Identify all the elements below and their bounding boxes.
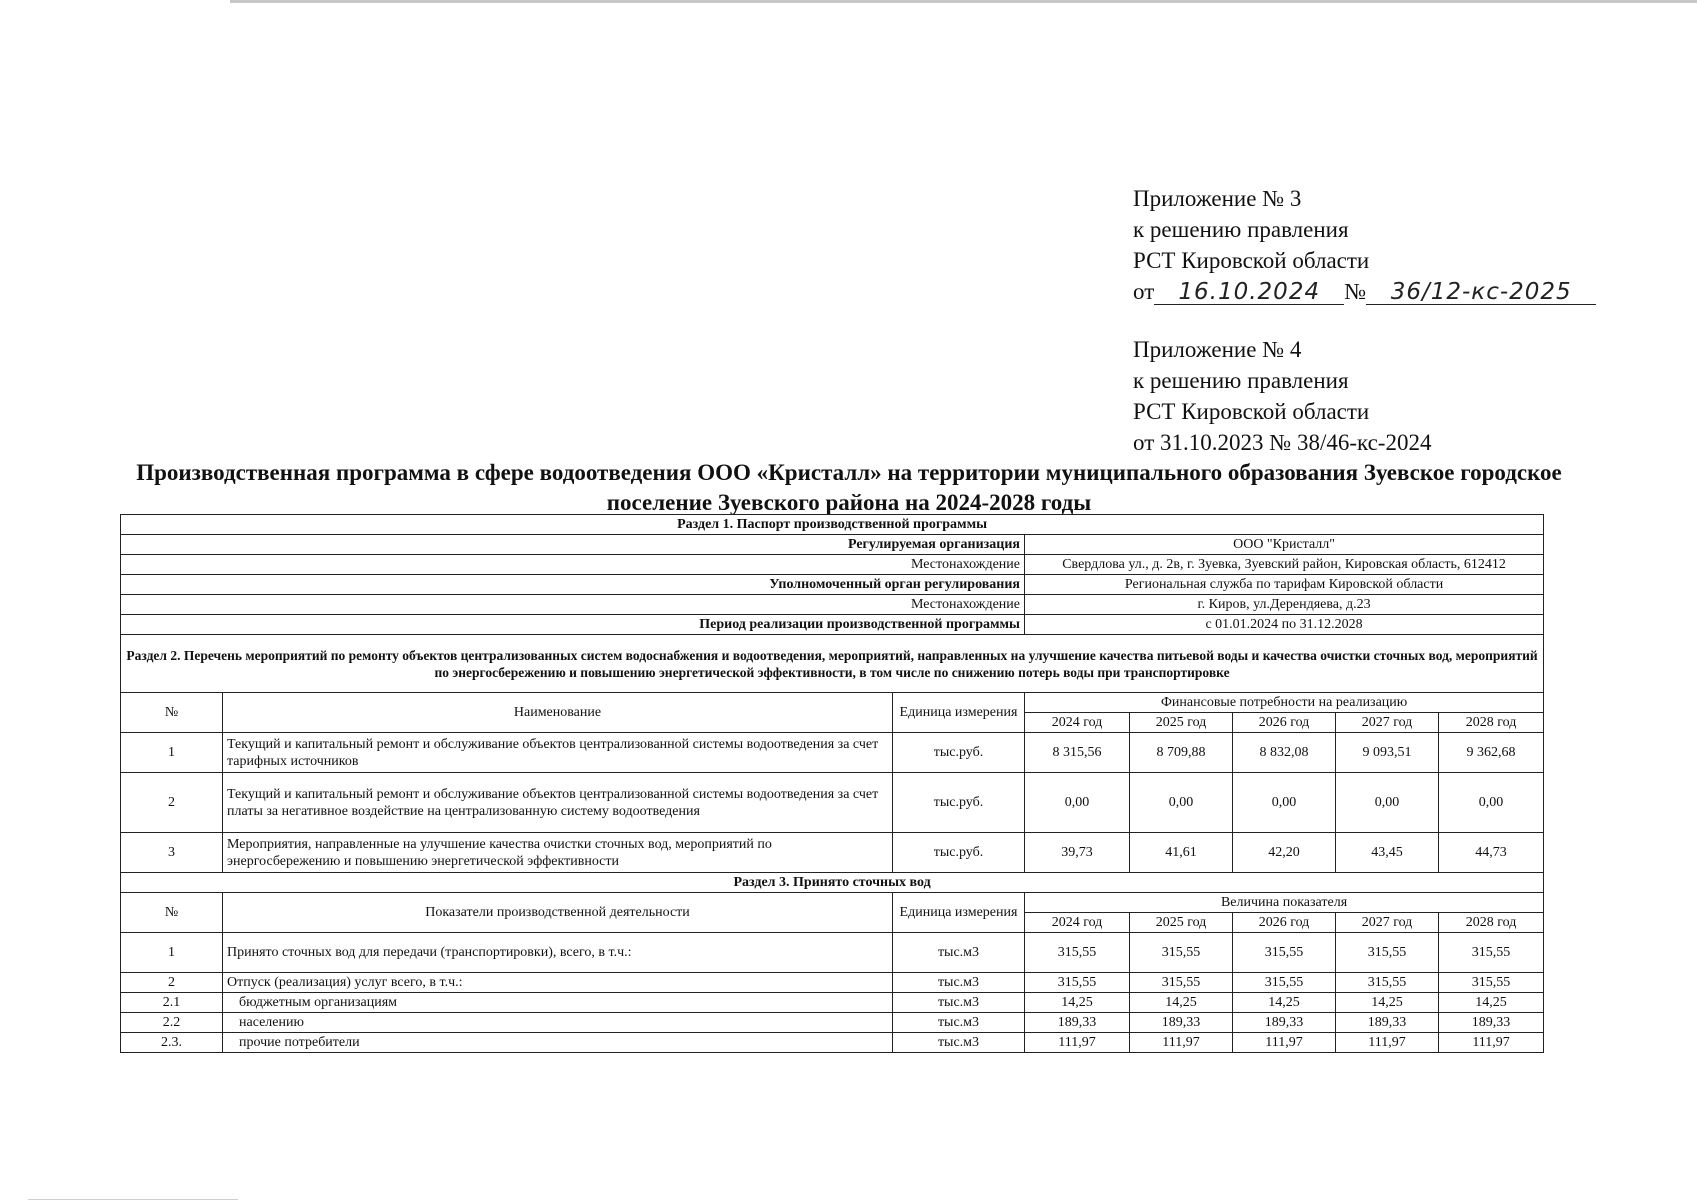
row-value: 42,20	[1233, 833, 1336, 873]
section3-title: Раздел 3. Принято сточных вод	[121, 873, 1544, 893]
row-unit: тыс.м3	[893, 993, 1025, 1013]
row-value: 14,25	[1025, 993, 1130, 1013]
section1-title: Раздел 1. Паспорт производственной программы	[121, 515, 1544, 535]
row-value: 41,61	[1130, 833, 1233, 873]
row-value: 315,55	[1130, 973, 1233, 993]
row-name: Отпуск (реализация) услуг всего, в т.ч.:	[223, 973, 893, 993]
passport-value: с 01.01.2024 по 31.12.2028	[1025, 615, 1544, 635]
passport-value: ООО "Кристалл"	[1025, 535, 1544, 555]
row-value: 315,55	[1439, 933, 1544, 973]
handwritten-number: 36/12-кс-2025	[1366, 280, 1596, 305]
section1-row	[121, 575, 1544, 595]
row-number: 2	[121, 973, 223, 993]
row-value: 0,00	[1233, 773, 1336, 833]
row-value: 315,55	[1130, 933, 1233, 973]
row-value: 315,55	[1336, 973, 1439, 993]
row-value: 111,97	[1025, 1033, 1130, 1053]
row-unit: тыс.м3	[893, 1013, 1025, 1033]
row-number: 2.2	[121, 1013, 223, 1033]
table-row	[121, 973, 1544, 993]
section1-row	[121, 555, 1544, 575]
column-unit: Единица измерения	[893, 893, 1025, 933]
appendix-4-line4: от 31.10.2023 № 38/46-кс-2024	[1133, 430, 1432, 455]
year-header: 2026 год	[1233, 913, 1336, 933]
row-unit: тыс.руб.	[893, 733, 1025, 773]
appendix-4-block	[1133, 334, 1431, 458]
row-value: 8 832,08	[1233, 733, 1336, 773]
row-value: 0,00	[1439, 773, 1544, 833]
row-value: 315,55	[1233, 973, 1336, 993]
row-value: 39,73	[1025, 833, 1130, 873]
passport-value: Свердлова ул., д. 2в, г. Зуевка, Зуевский район, Кировская область, 612412	[1025, 555, 1544, 575]
table-row	[121, 933, 1544, 973]
row-value: 0,00	[1336, 773, 1439, 833]
row-value: 8 709,88	[1130, 733, 1233, 773]
appendix-3-line2: к решению правления	[1133, 217, 1349, 242]
row-value: 189,33	[1439, 1013, 1544, 1033]
row-name: Текущий и капитальный ремонт и обслуживание объектов централизованной системы водоотведения за счет тарифных источников	[223, 733, 893, 773]
row-value: 0,00	[1130, 773, 1233, 833]
row-unit: тыс.м3	[893, 1033, 1025, 1053]
passport-label: Местонахождение	[121, 555, 1025, 575]
table-row	[121, 1033, 1544, 1053]
section1-header-row	[121, 515, 1544, 535]
number-prefix: №	[1344, 279, 1367, 304]
row-value: 14,25	[1336, 993, 1439, 1013]
appendix-3-date-line	[1133, 276, 1596, 307]
year-header: 2028 год	[1439, 913, 1544, 933]
production-program-table	[120, 514, 1544, 1053]
section2-title: Раздел 2. Перечень мероприятий по ремонту объектов централизованных систем водоснабжения и водоотведения, мероприятий, направленных на улучшение качества питьевой воды и качества очистки сточных вод, мероприятий по энергосбережению и повышению энергетической эффективности, в том числе по снижению потерь воды при транспортировке	[121, 635, 1544, 693]
year-header: 2024 год	[1025, 913, 1130, 933]
row-value: 315,55	[1025, 933, 1130, 973]
year-header: 2027 год	[1336, 913, 1439, 933]
year-header: 2025 год	[1130, 913, 1233, 933]
passport-value: Региональная служба по тарифам Кировской области	[1025, 575, 1544, 595]
row-name: Текущий и капитальный ремонт и обслуживание объектов централизованной системы водоотведения за счет платы за негативное воздействие на централизованную систему водоотведения	[223, 773, 893, 833]
section1-row	[121, 595, 1544, 615]
row-value: 8 315,56	[1025, 733, 1130, 773]
year-header: 2026 год	[1233, 713, 1336, 733]
row-value: 315,55	[1439, 973, 1544, 993]
date-prefix: от	[1133, 279, 1155, 304]
passport-label: Местонахождение	[121, 595, 1025, 615]
table-row	[121, 1013, 1544, 1033]
row-number: 1	[121, 733, 223, 773]
column-name: Наименование	[223, 693, 893, 733]
document-title: Производственная программа в сфере водоотведения ООО «Кристалл» на территории муниципального образования Зуевское городское поселение Зуевского района на 2024-2028 годы	[136, 460, 1562, 515]
column-unit: Единица измерения	[893, 693, 1025, 733]
row-number: 1	[121, 933, 223, 973]
year-header: 2025 год	[1130, 713, 1233, 733]
year-header: 2024 год	[1025, 713, 1130, 733]
column-name: Показатели производственной деятельности	[223, 893, 893, 933]
year-header: 2028 год	[1439, 713, 1544, 733]
row-value: 189,33	[1336, 1013, 1439, 1033]
row-value: 14,25	[1233, 993, 1336, 1013]
column-number: №	[121, 893, 223, 933]
appendix-3-block	[1133, 183, 1596, 307]
row-number: 2.1	[121, 993, 223, 1013]
section3-header-row	[121, 873, 1544, 893]
year-header: 2027 год	[1336, 713, 1439, 733]
appendix-3-title: Приложение № 3	[1133, 186, 1302, 211]
row-value: 43,45	[1336, 833, 1439, 873]
row-value: 189,33	[1025, 1013, 1130, 1033]
appendix-3-line3: РСТ Кировской области	[1133, 248, 1370, 273]
handwritten-date: 16.10.2024	[1154, 280, 1344, 305]
row-value: 189,33	[1130, 1013, 1233, 1033]
row-unit: тыс.м3	[893, 973, 1025, 993]
row-value: 9 093,51	[1336, 733, 1439, 773]
table-row	[121, 733, 1544, 773]
table-row	[121, 833, 1544, 873]
row-number: 3	[121, 833, 223, 873]
row-value: 315,55	[1233, 933, 1336, 973]
row-name: населению	[223, 1013, 893, 1033]
appendix-4-line2: к решению правления	[1133, 368, 1349, 393]
row-value: 14,25	[1439, 993, 1544, 1013]
column-group-indicator: Величина показателя	[1025, 893, 1544, 913]
appendix-4-line3: РСТ Кировской области	[1133, 399, 1370, 424]
row-name: бюджетным организациям	[223, 993, 893, 1013]
passport-label: Регулируемая организация	[121, 535, 1025, 555]
section2-column-header-row	[121, 693, 1544, 713]
row-value: 14,25	[1130, 993, 1233, 1013]
row-value: 9 362,68	[1439, 733, 1544, 773]
table-row	[121, 773, 1544, 833]
row-number: 2	[121, 773, 223, 833]
section1-row	[121, 615, 1544, 635]
row-name: Мероприятия, направленные на улучшение качества очистки сточных вод, мероприятий по энергосбережению и повышению энергетической эффективности	[223, 833, 893, 873]
row-name: Принято сточных вод для передачи (транспортировки), всего, в т.ч.:	[223, 933, 893, 973]
row-unit: тыс.м3	[893, 933, 1025, 973]
row-number: 2.3.	[121, 1033, 223, 1053]
row-value: 0,00	[1025, 773, 1130, 833]
row-value: 111,97	[1130, 1033, 1233, 1053]
row-value: 315,55	[1025, 973, 1130, 993]
table-row	[121, 993, 1544, 1013]
row-value: 44,73	[1439, 833, 1544, 873]
row-value: 111,97	[1233, 1033, 1336, 1053]
passport-label: Период реализации производственной программы	[121, 615, 1025, 635]
section3-column-header-row	[121, 893, 1544, 913]
scan-edge-top	[230, 0, 1697, 3]
section2-header-row	[121, 635, 1544, 693]
row-value: 111,97	[1439, 1033, 1544, 1053]
row-unit: тыс.руб.	[893, 773, 1025, 833]
column-number: №	[121, 693, 223, 733]
row-value: 111,97	[1336, 1033, 1439, 1053]
row-unit: тыс.руб.	[893, 833, 1025, 873]
row-name: прочие потребители	[223, 1033, 893, 1053]
row-value: 189,33	[1233, 1013, 1336, 1033]
section1-row	[121, 535, 1544, 555]
passport-value: г. Киров, ул.Дерендяева, д.23	[1025, 595, 1544, 615]
column-group-financing: Финансовые потребности на реализацию	[1025, 693, 1544, 713]
row-value: 315,55	[1336, 933, 1439, 973]
passport-label: Уполномоченный орган регулирования	[121, 575, 1025, 595]
appendix-4-title: Приложение № 4	[1133, 337, 1302, 362]
